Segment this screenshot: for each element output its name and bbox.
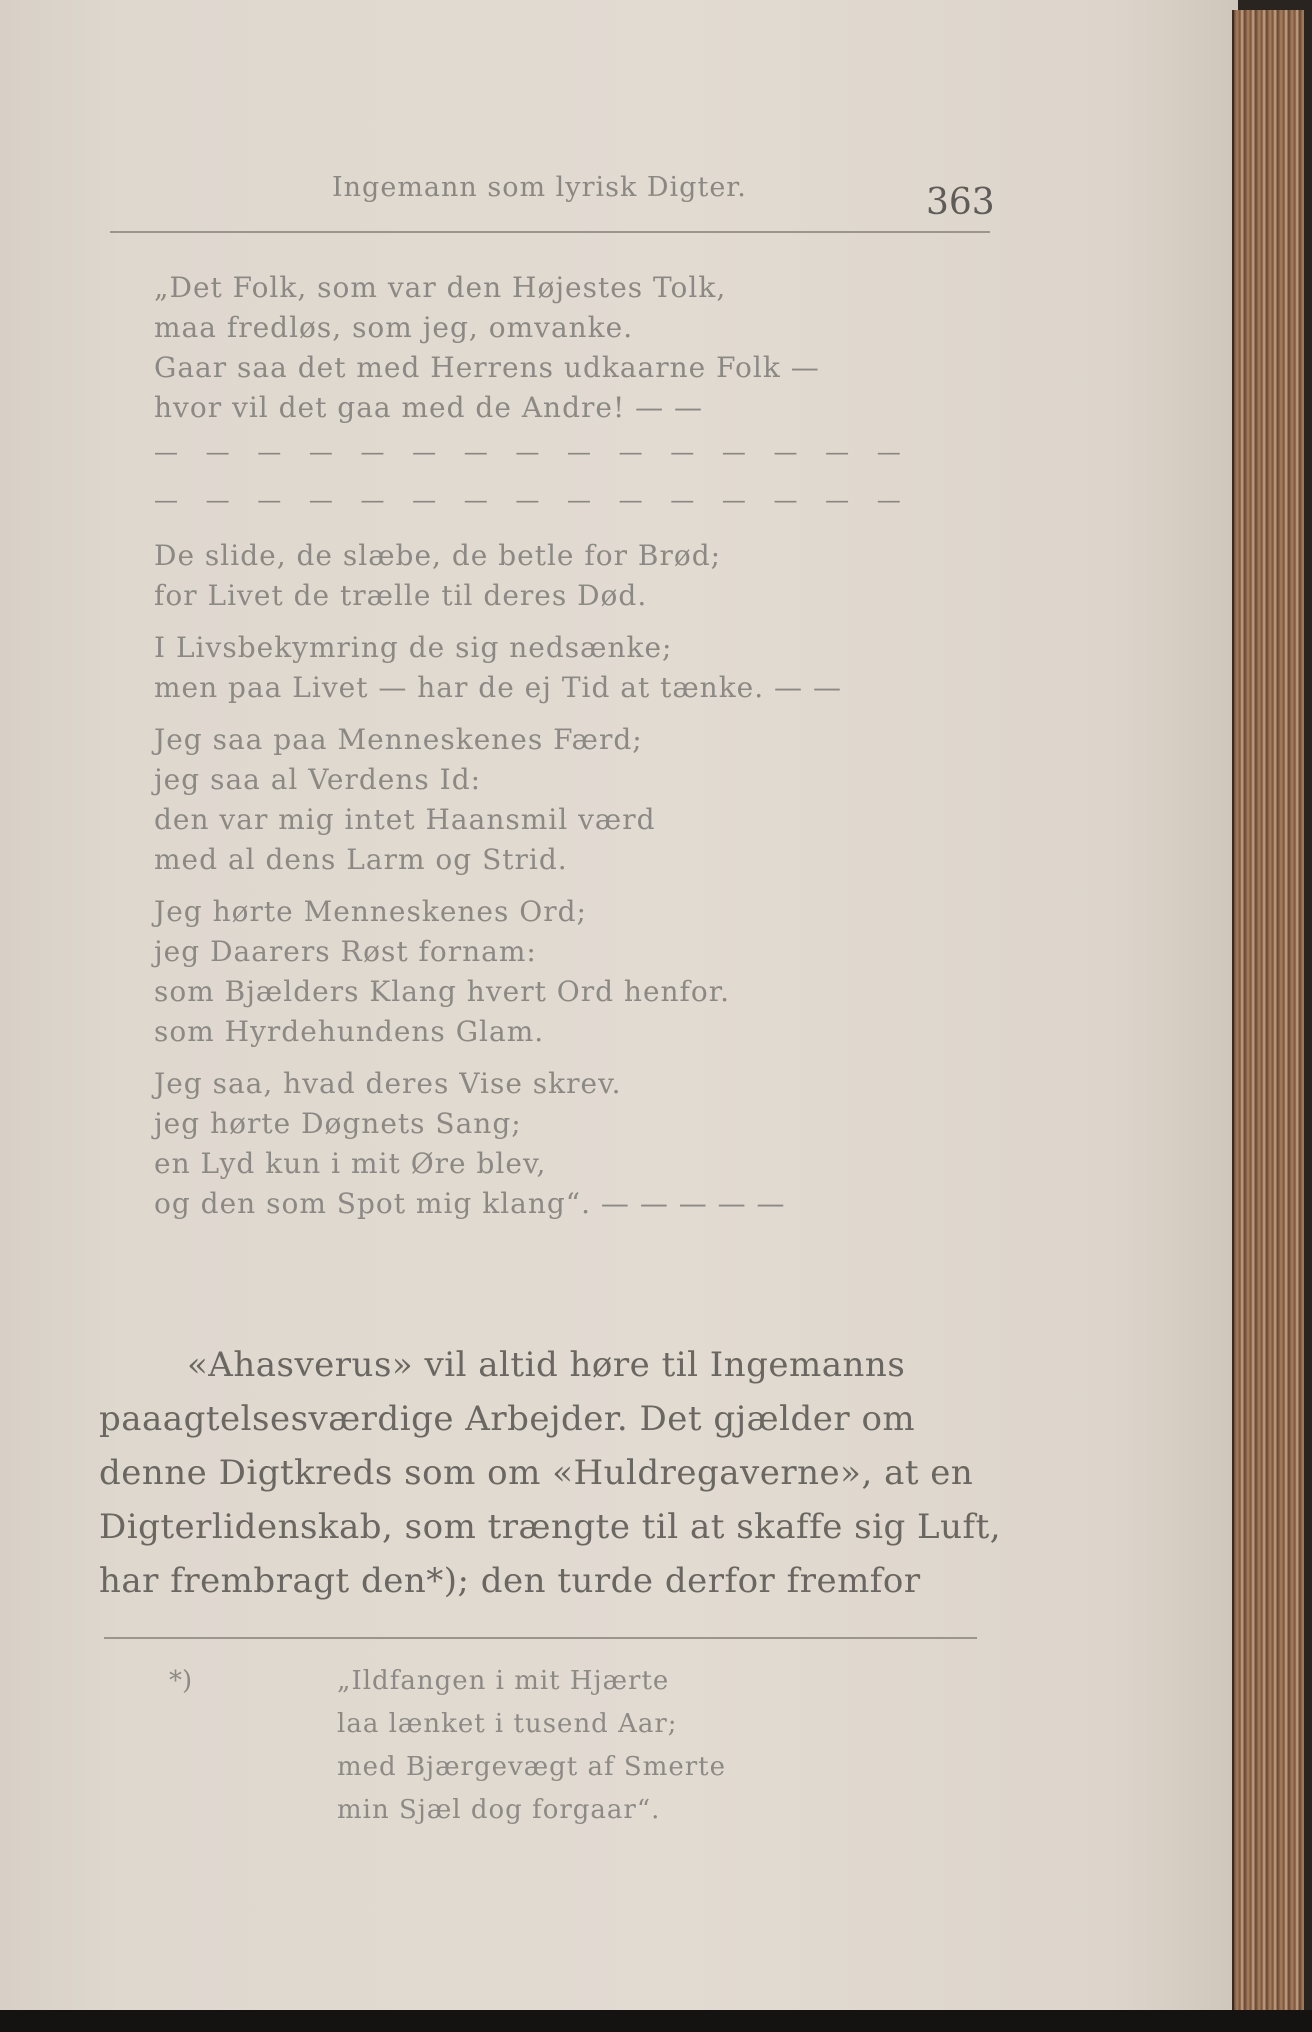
poem-line: men paa Livet — har de ej Tid at tænke. — —	[154, 671, 842, 704]
poem-line: som Hyrdehundens Glam.	[154, 1015, 545, 1048]
poem-line: jeg hørte Døgnets Sang;	[154, 1107, 522, 1140]
stanza-gap	[154, 708, 954, 720]
poem-line: maa fredløs, som jeg, omvanke.	[154, 311, 634, 344]
dash-ornament-row: — — — — — — — — — — — — — — —	[154, 438, 911, 466]
prose-line: «Ahasverus» vil altid høre til Ingemanns	[187, 1345, 906, 1385]
prose-line: denne Digtkreds som om «Huldregaverne», at en	[99, 1453, 974, 1493]
poem-line: Jeg hørte Menneskenes Ord;	[154, 895, 587, 928]
prose-line: Digterlidenskab, som trængte til at skaffe sig Luft,	[99, 1507, 1002, 1547]
footnote-line: min Sjæl dog forgaar“.	[337, 1795, 661, 1825]
poem-block	[154, 268, 954, 1224]
footnote-line: „Ildfangen i mit Hjærte	[337, 1666, 670, 1696]
poem-line: Jeg saa, hvad deres Vise skrev.	[154, 1067, 622, 1100]
footnote-marker: *)	[169, 1666, 193, 1696]
poem-line: „Det Folk, som var den Højestes Tolk,	[154, 271, 727, 304]
page-edge-binding	[1232, 10, 1304, 2010]
poem-line: jeg Daarers Røst fornam:	[154, 935, 537, 968]
poem-line: I Livsbekymring de sig nedsænke;	[154, 631, 673, 664]
poem-line: og den som Spot mig klang“. — — — — —	[154, 1187, 786, 1220]
poem-line: den var mig intet Haansmil værd	[154, 803, 656, 836]
footnote-text	[337, 1660, 897, 1832]
poem-line: hvor vil det gaa med de Andre! — —	[154, 391, 704, 424]
poem-line: en Lyd kun i mit Øre blev,	[154, 1147, 547, 1180]
poem-line: som Bjælders Klang hvert Ord henfor.	[154, 975, 730, 1008]
poem-line: Jeg saa paa Menneskenes Færd;	[154, 723, 643, 756]
stanza-gap	[154, 1052, 954, 1064]
prose-paragraph	[99, 1338, 1002, 1608]
page-number: 363	[926, 182, 995, 223]
stanza-gap	[154, 524, 954, 536]
page-header	[110, 156, 995, 226]
poem-line: De slide, de slæbe, de betle for Brød;	[154, 539, 722, 572]
prose-line: paaagtelsesværdige Arbejder. Det gjælder om	[99, 1399, 916, 1439]
stanza-gap	[154, 880, 954, 892]
footnote-line: laa lænket i tusend Aar;	[337, 1709, 678, 1739]
bottom-strip	[0, 2010, 1312, 2032]
header-rule	[110, 231, 990, 233]
poem-line: jeg saa al Verdens Id:	[154, 763, 482, 796]
poem-line: med al dens Larm og Strid.	[154, 843, 568, 876]
running-title: Ingemann som lyrisk Digter.	[332, 172, 747, 203]
poem-line: for Livet de trælle til deres Død.	[154, 579, 648, 612]
dash-ornament-row: — — — — — — — — — — — — — — —	[154, 486, 911, 514]
footnote-line: med Bjærgevægt af Smerte	[337, 1752, 727, 1782]
stanza-gap	[154, 616, 954, 628]
poem-line: Gaar saa det med Herrens udkaarne Folk —	[154, 351, 820, 384]
prose-line: har frembragt den*); den turde derfor fremfor	[99, 1561, 921, 1601]
footnote-rule	[104, 1637, 977, 1639]
